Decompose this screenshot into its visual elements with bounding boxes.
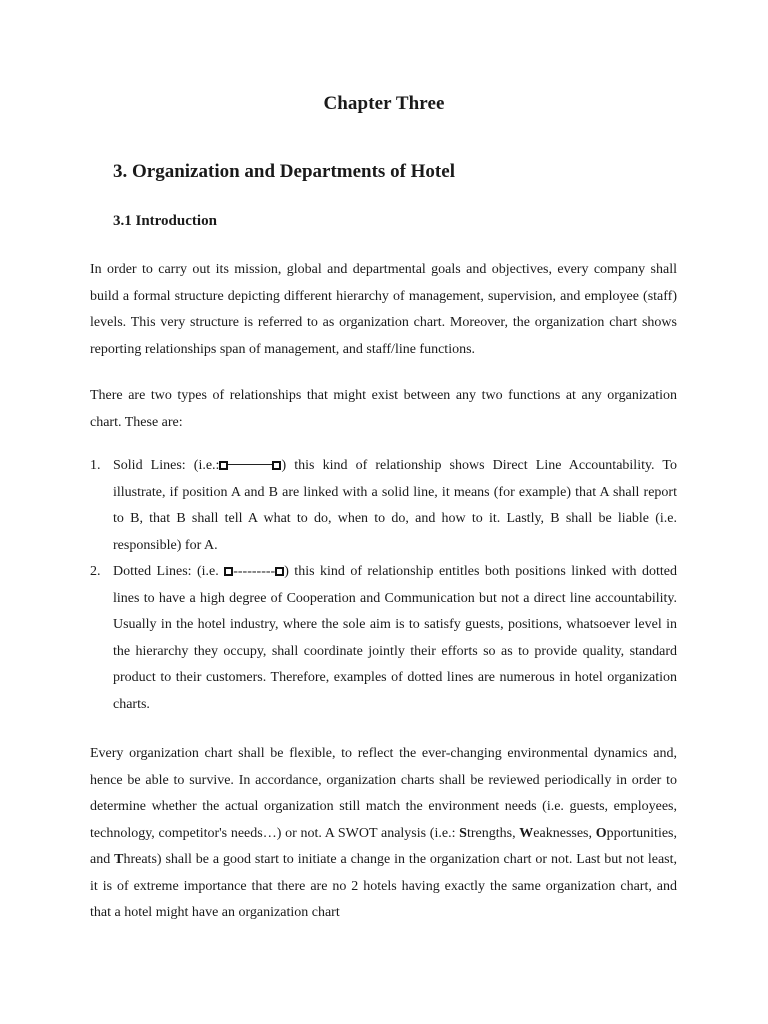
swot-word-rest: eaknesses, bbox=[533, 825, 596, 841]
flexibility-paragraph bbox=[90, 741, 677, 927]
box-icon bbox=[224, 567, 233, 576]
swot-word-rest: trengths, bbox=[466, 825, 520, 841]
list-item-solid-lines bbox=[90, 453, 677, 559]
swot-letter-t: T bbox=[114, 852, 124, 867]
swot-letter-w: W bbox=[519, 825, 534, 841]
list-item-text: ) this kind of relationship shows Direct Line Accountability. To illustrate, if position A and B are linked with a solid line, it means (for example) that A shall report to B, that B shall tell A what to do, when to do, and how to it. Lastly, B shall be liable (i.e. responsible) for A. bbox=[113, 458, 677, 553]
list-number: 1. bbox=[90, 458, 101, 473]
paragraph-text: Every organization chart shall be flexible, to reflect the ever-changing environmental dynamics and, hence be able to survive. In accordance, organization charts shall be reviewed periodically in order to determine whether the actual organization still match the environment needs (i.e. guests, employees, technology, competitor's needs…) or not. A SWOT analysis (i.e.: bbox=[90, 746, 677, 841]
swot-letter-s: S bbox=[459, 825, 467, 841]
intro-paragraph: In order to carry out its mission, global and departmental goals and objectives, every company shall build a formal structure depicting different hierarchy of management, supervision, and employee (staff) levels. This very structure is referred to as organization chart. Moreover, the organization chart shows reporting relationships span of management, and staff/line functions. bbox=[90, 262, 677, 357]
list-item-label: Dotted Lines: (i.e. bbox=[113, 564, 225, 579]
list-item-dotted-lines bbox=[90, 559, 677, 718]
box-icon bbox=[275, 567, 284, 576]
relationships-paragraph: There are two types of relationships that might exist between any two functions at any organization chart. These are: bbox=[90, 388, 677, 430]
relationship-types-list bbox=[90, 453, 677, 718]
list-number: 2. bbox=[90, 564, 101, 579]
list-item-label: Solid Lines: (i.e.: bbox=[113, 458, 220, 473]
swot-letter-o: O bbox=[595, 825, 607, 841]
solid-line-icon bbox=[228, 464, 272, 465]
dotted-line-icon: --------- bbox=[233, 564, 276, 579]
list-item-text: ) this kind of relationship entitles both positions linked with dotted lines to have a high degree of Cooperation and Communication but not a direct line accountability. Usually in the hotel industry, where the sole aim is to satisfy guests, positions, whatsoever level in the hierarchy they occupy, shall coordinate jointly their efforts so as to provide quality, standard product to their customers. Therefore, examples of dotted lines are numerous in hotel organization charts. bbox=[113, 564, 677, 712]
paragraph-text: hreats) shall be a good start to initiate a change in the organization chart or not. Last but not least, it is of extreme importance that there are no 2 hotels having exactly the same organization chart, and that a hotel might have an organization chart bbox=[90, 852, 678, 920]
swot-word-rest: pportunities, and bbox=[90, 825, 677, 867]
box-icon bbox=[219, 461, 228, 470]
chapter-title: Chapter Three bbox=[323, 93, 445, 114]
section-title: 3. Organization and Departments of Hotel bbox=[113, 161, 455, 182]
subsection-title: 3.1 Introduction bbox=[113, 213, 217, 229]
